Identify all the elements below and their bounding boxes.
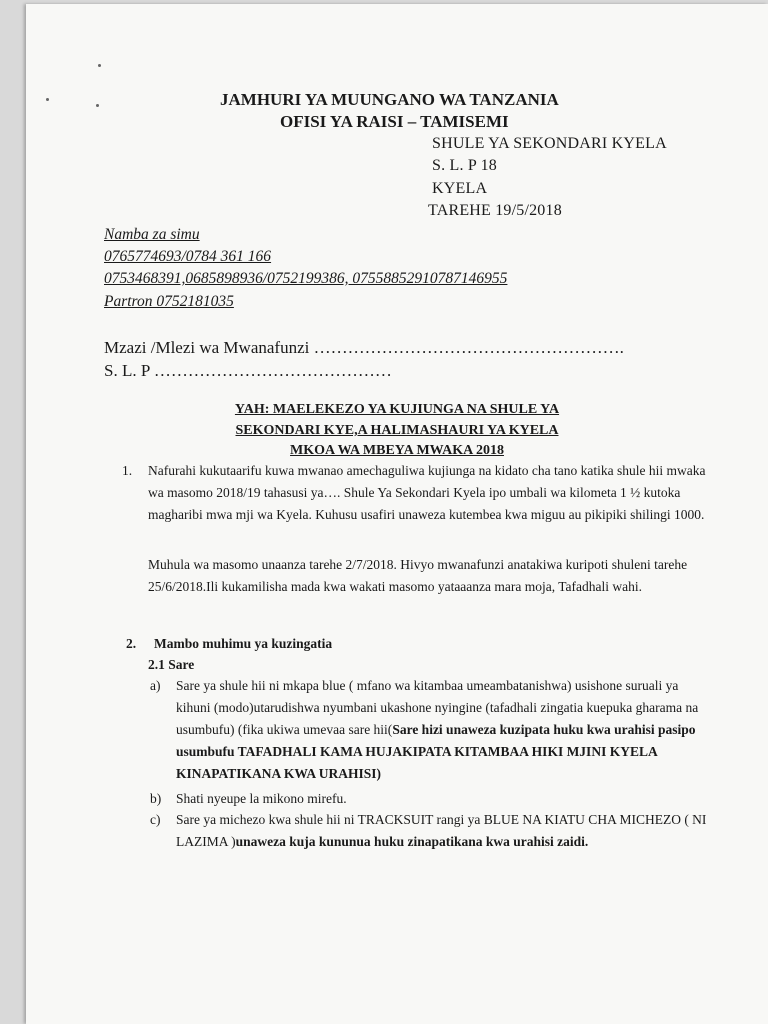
item-a-caps: TAFADHALI KAMA HUJAKIPATA KITAMBAA HIKI MJINI KYELA KINAPATIKANA KWA URAHISI): [176, 744, 657, 781]
recipient-box-line: S. L. P ……………………………………: [104, 361, 392, 380]
item-a-text: [176, 675, 716, 785]
section-1-paragraph-2: Muhula wa masomo unaanza tarehe 2/7/2018. Hivyo mwanafunzi anatakiwa kuripoti shuleni tarehe 25/6/2018.Ili kukamilisha mada kwa wakati masomo yataaanza mara moja, Tafadhali wahi.: [148, 557, 688, 594]
subject-line-2: SEKONDARI KYE,A HALIMASHAURI YA KYELA: [235, 423, 559, 438]
document-page: [26, 4, 768, 1024]
item-c-text: [176, 809, 716, 853]
item-c-plain: Sare ya michezo kwa shule hii ni TRACKSUIT rangi ya BLUE NA KIATU CHA MICHEZO ( NI LAZIMA ): [176, 812, 707, 849]
item-c-bold: unaweza kuja kununua huku zinapatikana kwa urahisi zaidi.: [235, 834, 589, 849]
header-republic: JAMHURI YA MUUNGANO WA TANZANIA: [220, 90, 559, 109]
phones-line-2: 0753468391,0685898936/0752199386, 07558852910787146955: [104, 270, 508, 287]
header-office: OFISI YA RAISI – TAMISEMI: [280, 112, 509, 131]
phones-line-3: Partron 0752181035: [104, 293, 234, 310]
item-a-plain: Sare ya shule hii ni mkapa blue ( mfano wa kitambaa umeambatanishwa) usishone suruali ya kihuni (modo)utarudishwa nyumbani ukashone nyingine (tafadhali zingatia kuepuka gharama na usumbufu) (fika ukiwa umevaa sare hii(: [176, 678, 699, 737]
address-box: S. L. P 18: [432, 157, 497, 174]
letter-date: TAREHE 19/5/2018: [428, 202, 562, 219]
section-1-number: 1.: [122, 463, 133, 478]
section-2-title: Mambo muhimu ya kuzingatia: [154, 636, 333, 651]
item-a-bold: Sare hizi unaweza kuzipata huku kwa urahisi pasipo usumbufu: [176, 722, 696, 759]
item-b-text: Shati nyeupe la mikono mirefu.: [176, 791, 347, 806]
item-b-label: b): [150, 791, 162, 806]
address-town: KYELA: [432, 180, 488, 197]
subject-line-3: MKOA WA MBEYA MWAKA 2018: [290, 443, 504, 458]
subject-line-1: YAH: MAELEKEZO YA KUJIUNGA NA SHULE YA: [234, 402, 560, 417]
section-2-number: 2.: [126, 636, 137, 651]
section-1-paragraph-1: Nafurahi kukutaarifu kuwa mwanao amechaguliwa kujiunga na kidato cha tano katika shule hii mwaka wa masomo 2018/19 tahasusi ya…. Shule Ya Sekondari Kyela ipo umbali wa kilometa 1 ½ kutoka magharibi mwa mji wa Kyela. Kuhusu usafiri unaweza kutembea kwa miguu au pikipiki shilingi 1000.: [148, 463, 706, 522]
phones-label: Namba za simu: [104, 226, 200, 243]
address-school: SHULE YA SEKONDARI KYELA: [432, 135, 667, 152]
phones-line-1: 0765774693/0784 361 166: [104, 248, 272, 265]
item-a-label: a): [150, 678, 161, 693]
recipient-name-line: Mzazi /Mlezi wa Mwanafunzi ……………………………………………….: [104, 338, 624, 357]
item-c-label: c): [150, 812, 161, 827]
section-2-1-heading: 2.1 Sare: [148, 657, 195, 672]
